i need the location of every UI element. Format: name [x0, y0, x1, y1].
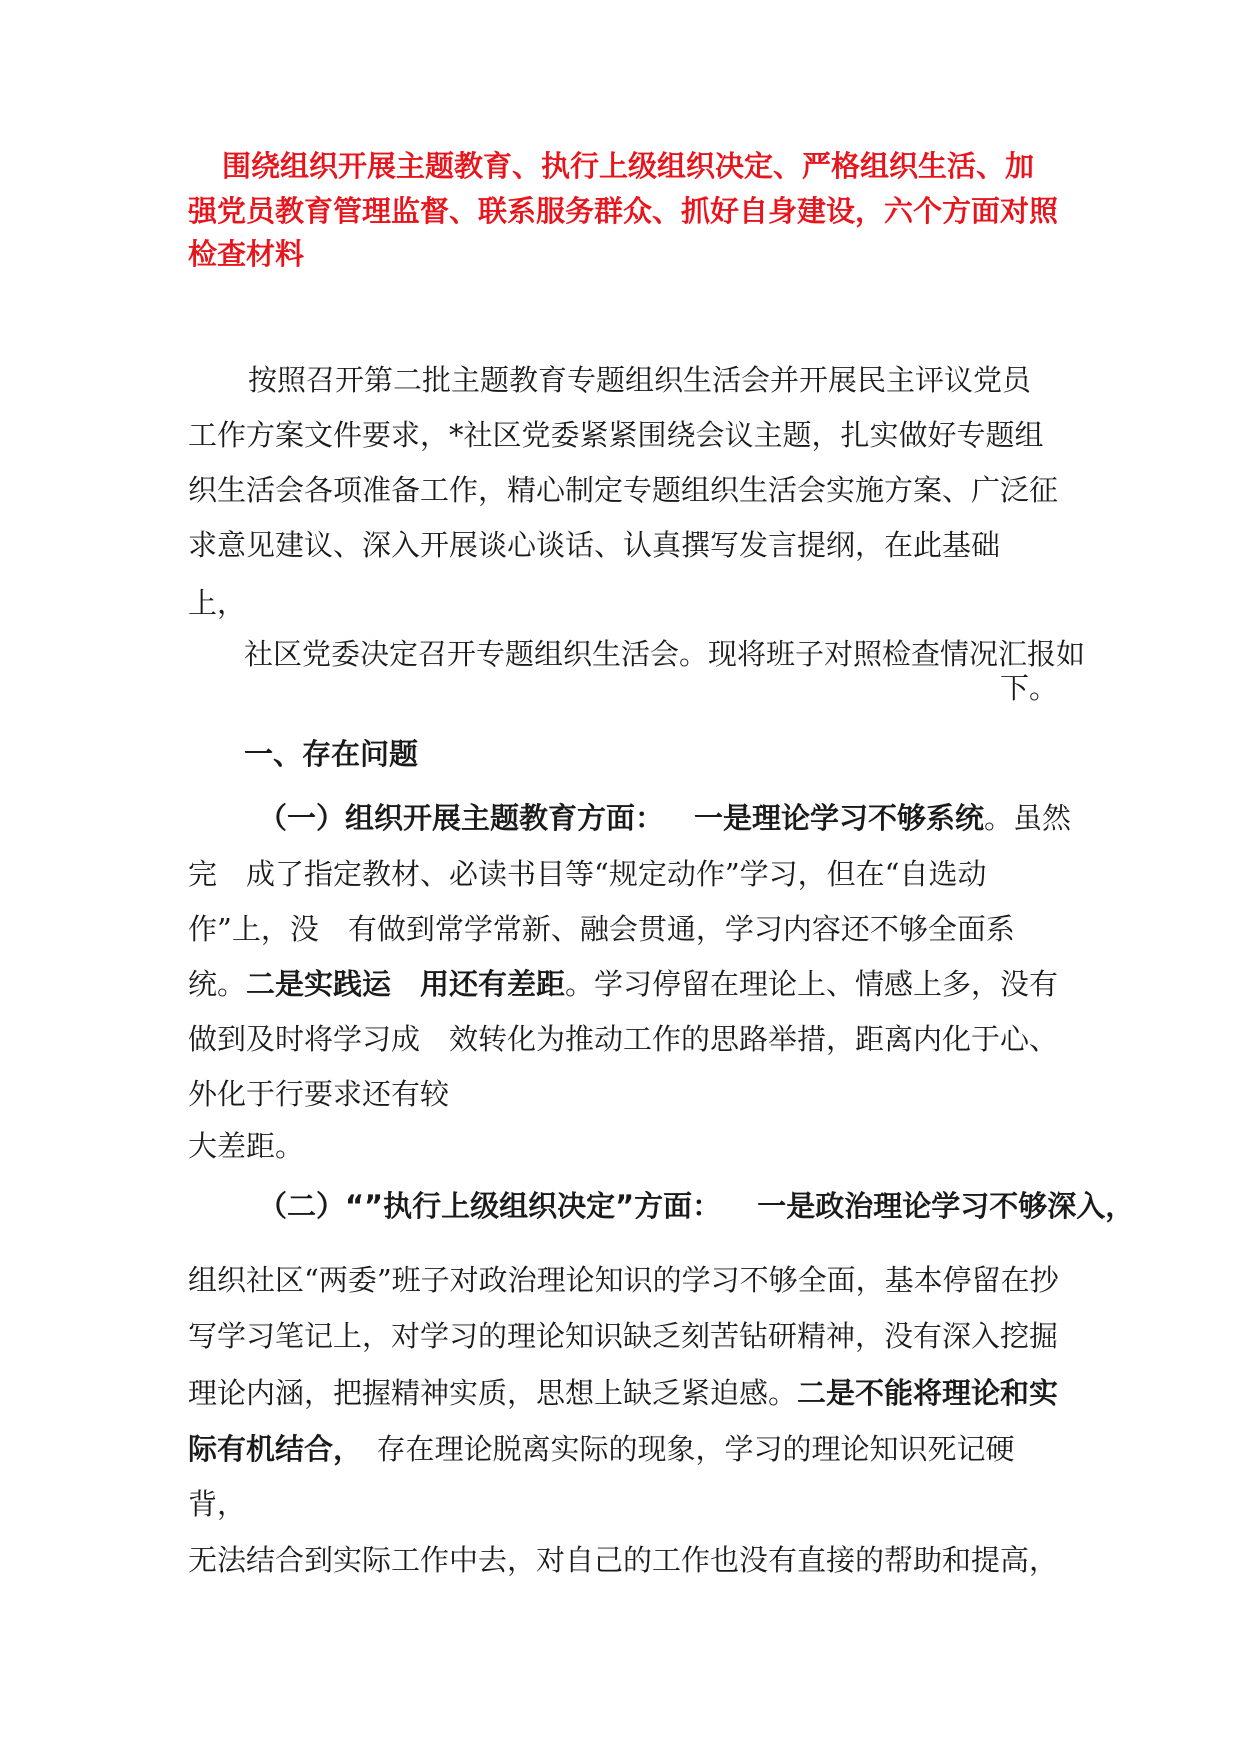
sub2-point1: 一是政治理论学习不够深入，	[757, 1189, 1135, 1223]
intro-line-2: 工作方案文件要求，*社区党委紧紧围绕会议主题，扎实做好专题组	[188, 418, 1044, 452]
sub1-line-4	[188, 966, 1058, 1002]
intro2-tail: 下。	[1000, 671, 1059, 705]
sub2-line4-tail: 存在理论脱离实际的现象，学习的理论知识死记硬	[347, 1432, 1015, 1466]
sub1-point2: 二是实践运 用还有差距	[246, 967, 566, 1001]
sub2-point2-a: 二是不能将理论和实	[797, 1376, 1059, 1410]
document-title-line-3: 检查材料	[188, 237, 305, 271]
sub1-line-3: 作”上，没 有做到常学常新、融会贯通，学习内容还不够全面系	[188, 912, 1015, 946]
intro-line-3: 织生活会各项准备工作，精心制定专题组织生活会实施方案、广泛征	[188, 473, 1059, 507]
sub2-line-2: 组织社区“两委”班子对政治理论知识的学习不够全面，基本停留在抄	[188, 1263, 1059, 1297]
sub1-line4-pre: 统。	[188, 967, 247, 1001]
intro-line-5: 上，	[188, 586, 247, 620]
sub2-line-5	[188, 1431, 1015, 1467]
sub2-heading: （二）“”执行上级组织决定”方面：	[258, 1189, 722, 1223]
sub2-line-1	[258, 1188, 1134, 1224]
sub2-line-3: 写学习笔记上，对学习的理论知识缺乏刻苦钻研精神，没有深入挖掘	[188, 1319, 1059, 1353]
sub2-line-6: 背，	[188, 1487, 247, 1521]
intro-line-1: 按照召开第二批主题教育专题组织生活会并开展民主评议党员	[248, 363, 1032, 397]
document-title-line-2: 强党员教育管理监督、联系服务群众、抓好自身建设，六个方面对照	[188, 194, 1059, 228]
sub1-heading: （一）组织开展主题教育方面：	[258, 801, 665, 835]
intro2-line: 社区党委决定召开专题组织生活会。现将班子对照检查情况汇报如	[244, 637, 1086, 671]
section-heading-problems: 一、存在问题	[244, 737, 419, 771]
sub1-point2-tail: 。学习停留在理论上、情感上多，没有	[565, 967, 1059, 1001]
sub2-point2-b: 际有机结合，	[188, 1432, 348, 1466]
sub1-line-7: 大差距。	[188, 1129, 305, 1163]
sub1-point1-tail: 。虽然	[984, 801, 1072, 835]
sub2-line-4	[188, 1375, 1058, 1411]
sub1-line-5: 做到及时将学习成 效转化为推动工作的思路举措，距离内化于心、	[188, 1022, 1059, 1056]
intro-line-4: 求意见建议、深入开展谈心谈话、认真撰写发言提纲，在此基础	[188, 528, 1001, 562]
sub1-line-6: 外化于行要求还有较	[188, 1077, 450, 1111]
sub1-line-2: 完 成了指定教材、必读书目等“规定动作”学习，但在“自选动	[188, 857, 987, 891]
sub2-line-7: 无法结合到实际工作中去，对自己的工作也没有直接的帮助和提高，	[188, 1543, 1059, 1577]
sub1-point1: 一是理论学习不够系统	[694, 801, 985, 835]
document-title-line-1: 围绕组织开展主题教育、执行上级组织决定、严格组织生活、加	[222, 149, 1035, 183]
sub2-line3-pre: 理论内涵，把握精神实质，思想上缺乏紧迫感。	[188, 1376, 798, 1410]
sub1-line-1	[258, 800, 1071, 836]
